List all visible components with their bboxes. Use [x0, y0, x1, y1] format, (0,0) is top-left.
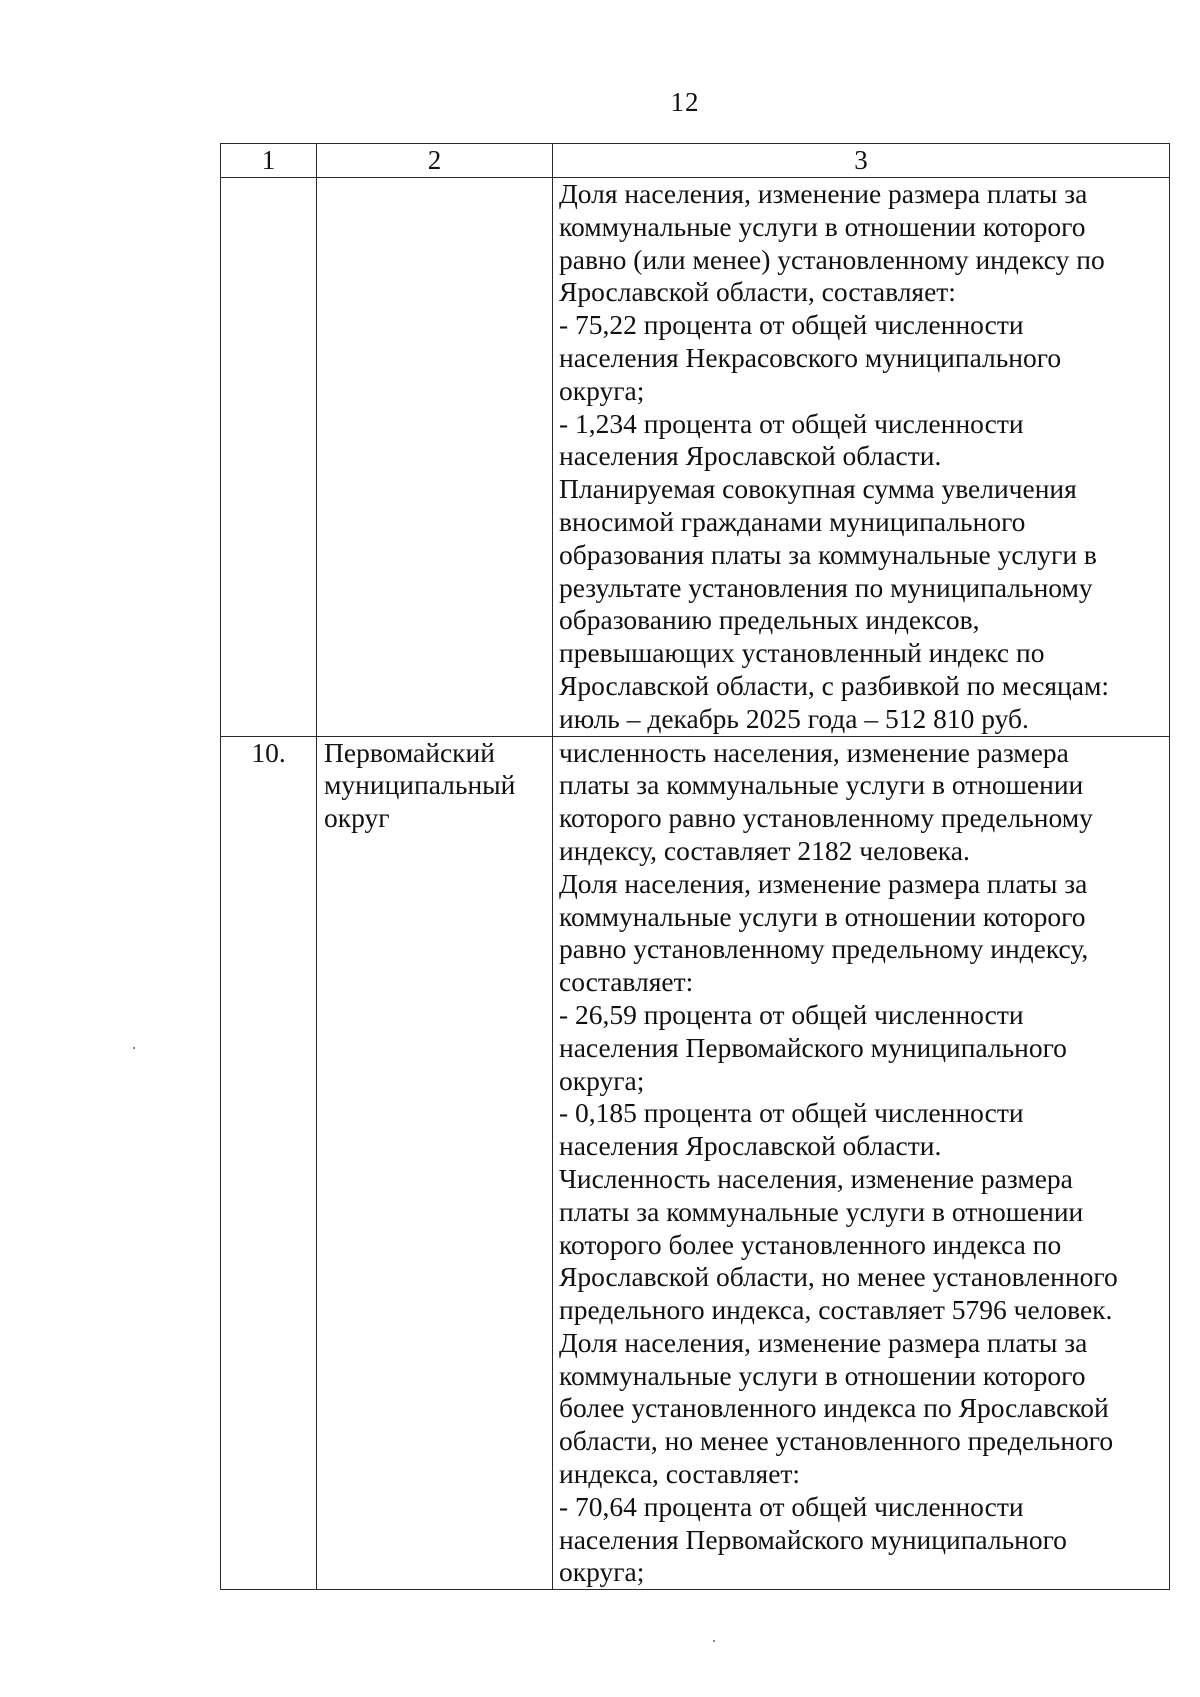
- text-line: Численность населения, изменение размера: [559, 1162, 1073, 1194]
- scan-speck: [713, 1640, 715, 1642]
- row-number-cell: [221, 736, 317, 1590]
- text-line: Ярославской области, составляет:: [559, 276, 956, 308]
- text-line: - 75,22 процента от общей численности: [559, 309, 1024, 341]
- text-line: Доля населения, изменение размера платы за: [559, 178, 1088, 209]
- text-line: коммунальные услуги в отношении которого: [559, 900, 1086, 932]
- text-line: вносимой гражданами муниципального: [559, 505, 1026, 537]
- table-row: [221, 178, 1170, 737]
- text-line: равно (или менее) установленному индексу по: [559, 243, 1105, 275]
- text-line: Доля населения, изменение размера платы за: [559, 1326, 1088, 1358]
- text-line: платы за коммунальные услуги в отношении: [559, 1195, 1084, 1227]
- text-line: численность населения, изменение размера: [559, 736, 1069, 768]
- text-line: равно установленному предельному индексу,: [559, 933, 1089, 965]
- text-line: населения Первомайского муниципального: [559, 1031, 1067, 1063]
- page-number: 12: [670, 87, 700, 117]
- text-line: населения Некрасовского муниципального: [559, 341, 1062, 373]
- text-line: - 1,234 процента от общей численности: [559, 407, 1024, 439]
- text-line: округа;: [559, 374, 645, 406]
- text-line: Ярославской области, но менее установленного: [559, 1261, 1118, 1293]
- text-line: которого более установленного индекса по: [559, 1228, 1062, 1260]
- text-line: Доля населения, изменение размера платы за: [559, 867, 1088, 899]
- text-line: коммунальные услуги в отношении которого: [559, 1359, 1086, 1391]
- text-line: предельного индекса, составляет 5796 человек.: [559, 1294, 1113, 1326]
- text-line: населения Ярославской области.: [559, 440, 942, 472]
- text-line: Планируемая совокупная сумма увеличения: [559, 473, 1077, 505]
- text-line: - 0,185 процента от общей численности: [559, 1097, 1024, 1129]
- text-line: населения Первомайского муниципального: [559, 1523, 1067, 1555]
- row-number-cell: [221, 178, 317, 737]
- municipality-cell: [317, 736, 553, 1590]
- table-row: [221, 736, 1170, 1590]
- description-cell: [553, 178, 1170, 737]
- text-line: - 70,64 процента от общей численности: [559, 1490, 1024, 1522]
- text-line: платы за коммунальные услуги в отношении: [559, 769, 1084, 801]
- text-line: которого равно установленному предельному: [559, 802, 1093, 834]
- text-line: превышающих установленный индекс по: [559, 637, 1045, 669]
- text-line: коммунальные услуги в отношении которого: [559, 210, 1086, 242]
- text-line: округа;: [559, 1064, 645, 1096]
- column-header: 3: [553, 144, 1170, 178]
- municipality-cell: [317, 178, 553, 737]
- text-line: Ярославской области, с разбивкой по месяцам:: [559, 669, 1110, 701]
- text-line: образованию предельных индексов,: [559, 604, 980, 636]
- text-line: июль – декабрь 2025 года – 512 810 руб.: [559, 702, 1029, 734]
- text-line: населения Ярославской области.: [559, 1130, 942, 1162]
- text-line: составляет:: [559, 966, 694, 998]
- description-cell: [553, 736, 1170, 1590]
- text-line: области, но менее установленного предельного: [559, 1425, 1114, 1457]
- data-table: [220, 143, 1170, 1590]
- column-header: 1: [221, 144, 317, 178]
- column-header: 2: [317, 144, 553, 178]
- text-line: муниципальный: [324, 769, 516, 801]
- text-line: индекса, составляет:: [559, 1458, 801, 1490]
- scan-speck: [133, 1047, 135, 1049]
- row-number: 10.: [251, 736, 286, 768]
- text-line: округ: [324, 802, 390, 834]
- description-text: [553, 178, 1169, 736]
- municipality-name: [317, 737, 552, 835]
- text-line: округа;: [559, 1556, 645, 1588]
- text-line: образования платы за коммунальные услуги в: [559, 538, 1097, 570]
- text-line: - 26,59 процента от общей численности: [559, 998, 1024, 1030]
- table-header-row: [221, 144, 1170, 178]
- text-line: более установленного индекса по Ярославской: [559, 1392, 1109, 1424]
- text-line: индексу, составляет 2182 человека.: [559, 834, 970, 866]
- description-text: [553, 737, 1169, 1590]
- text-line: результате установления по муниципальному: [559, 571, 1093, 603]
- text-line: Первомайский: [324, 736, 495, 768]
